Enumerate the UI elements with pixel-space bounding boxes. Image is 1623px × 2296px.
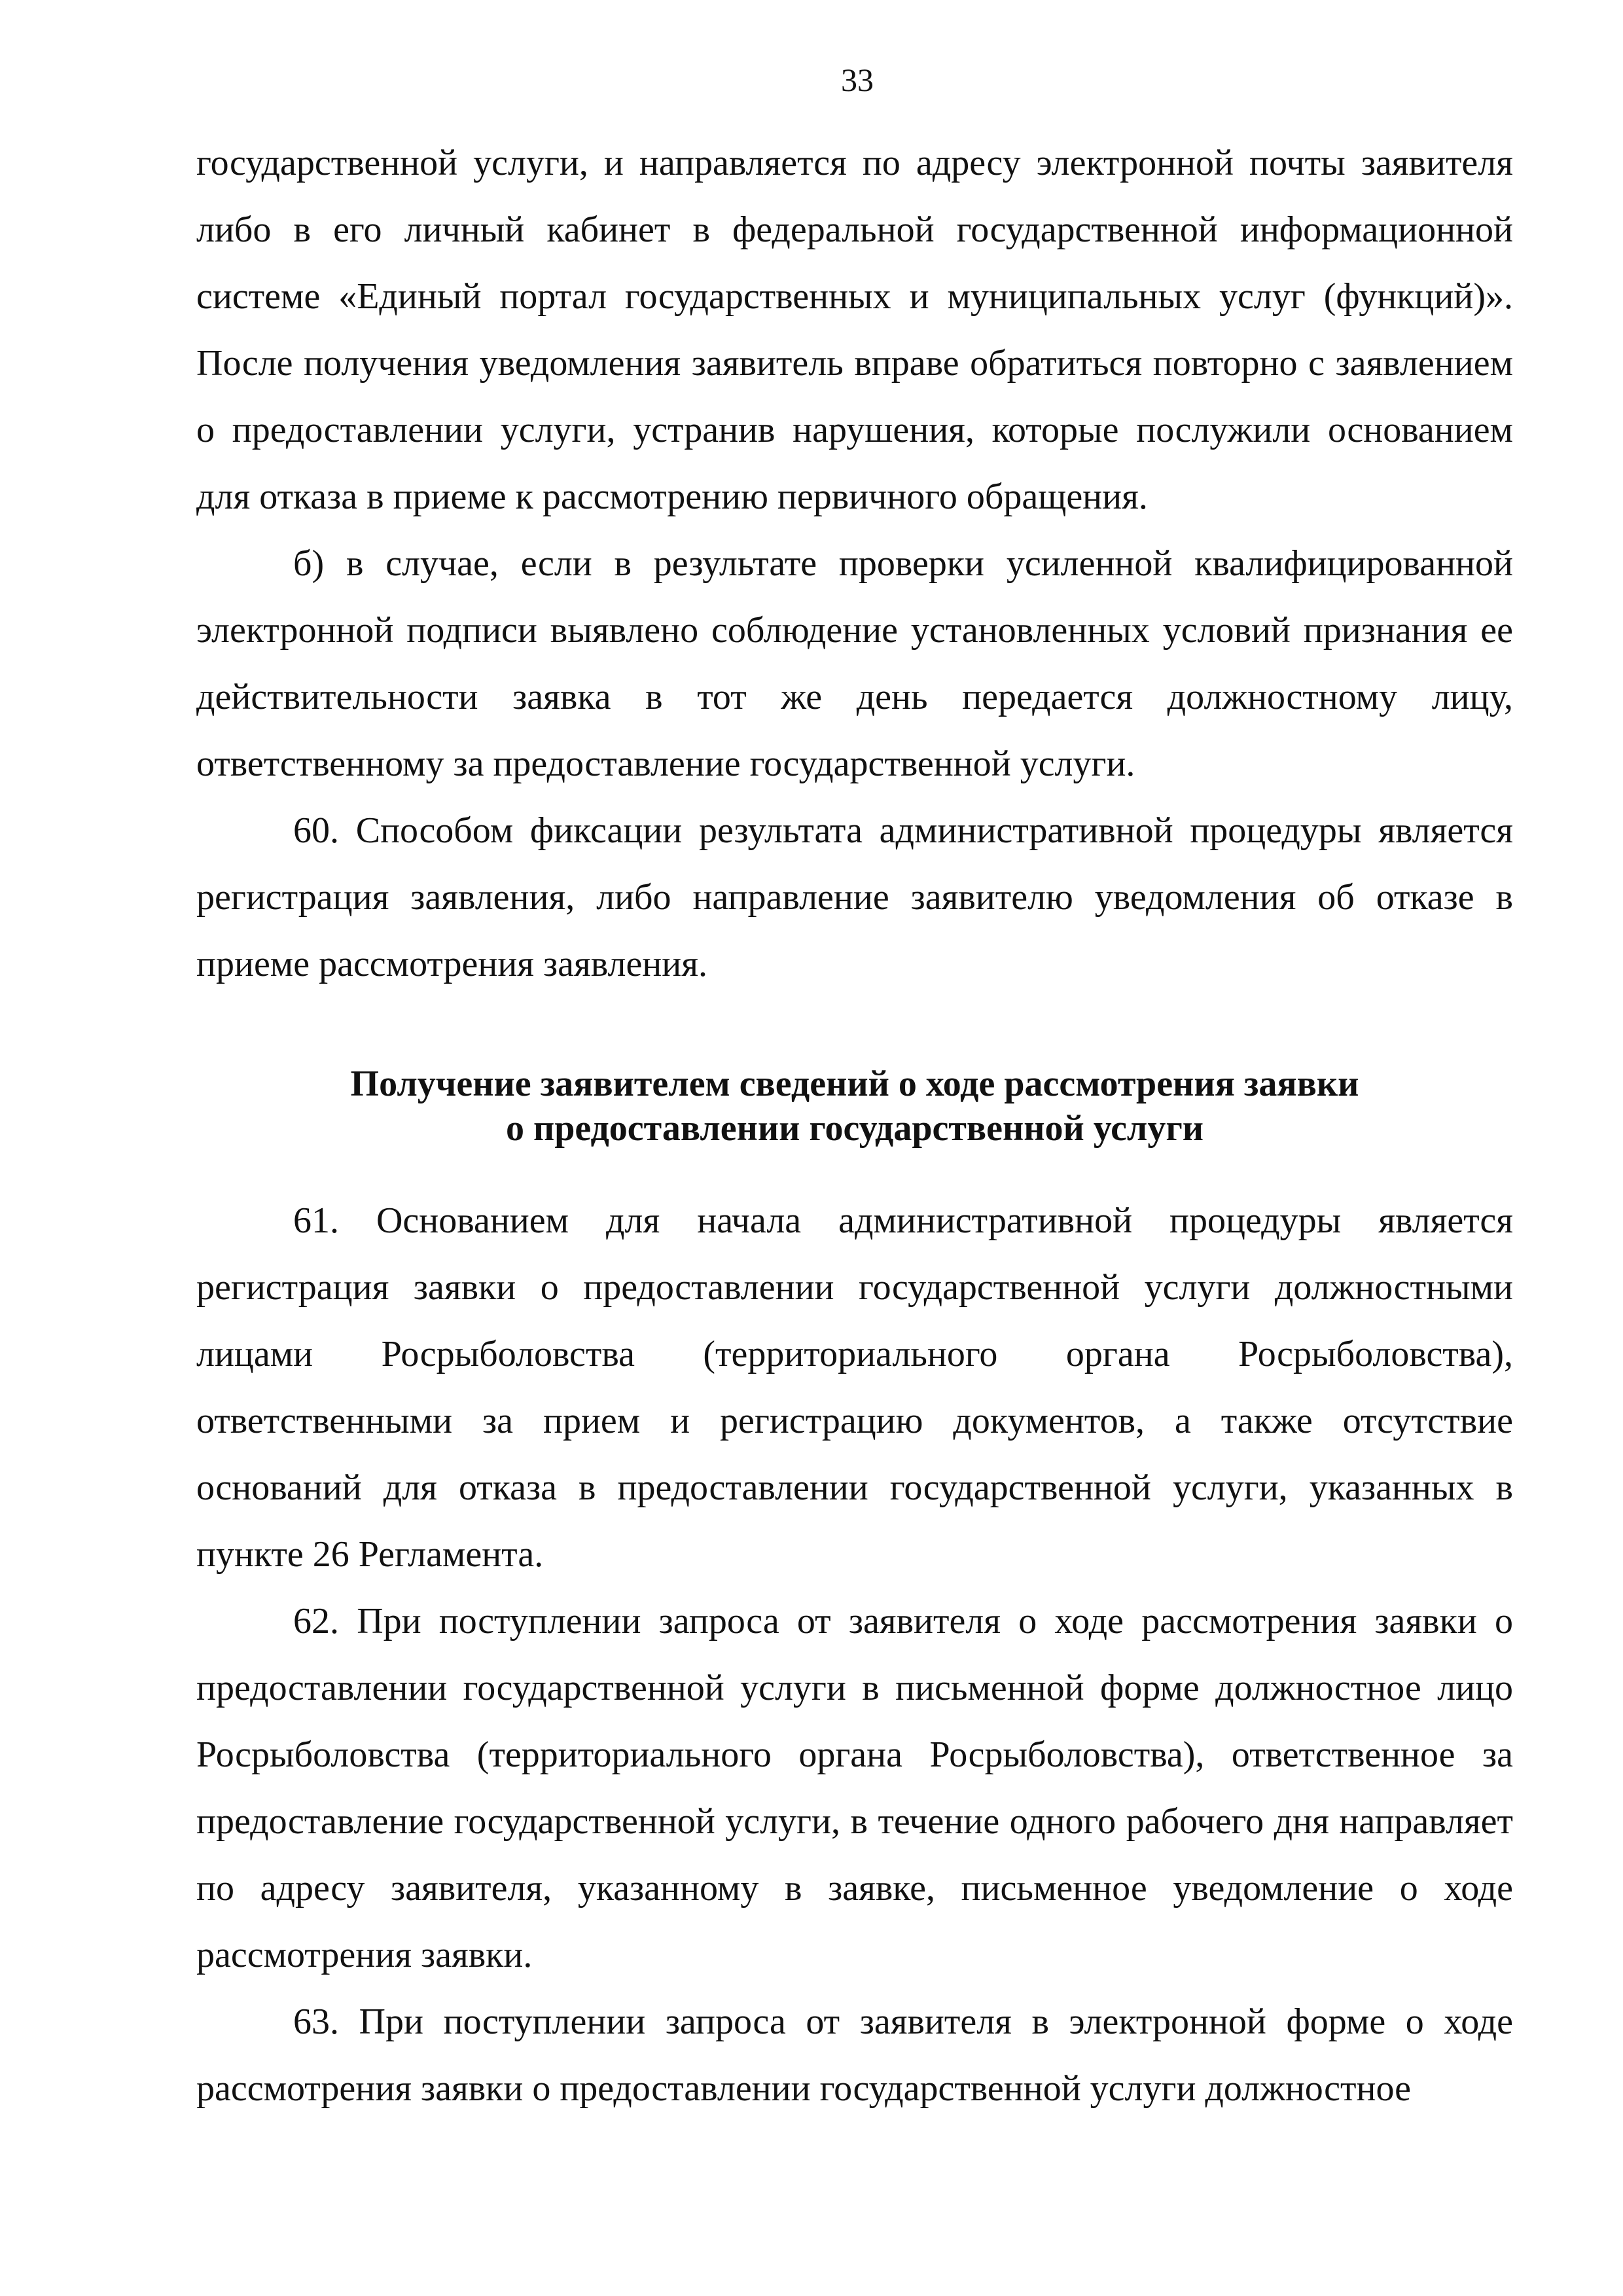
paragraph-61: 61. Основанием для начала административной процедуры является регистрация заявки о предоставлении государственной услуги должностными лицами Росрыболовства (территориального органа Росрыболовства), ответственными за прием и регистрацию документов, а также отсутствие оснований для отказа в предоставлении государственной услуги, указанных в пункте 26 Регламента. [196,1200,1513,1575]
paragraph-63: 63. При поступлении запроса от заявителя в электронной форме о ходе рассмотрения заявки о предоставлении государственной услуги должностное [196,2001,1513,2109]
paragraph-62: 62. При поступлении запроса от заявителя о ходе рассмотрения заявки о предоставлении государственной услуги в письменной форме должностное лицо Росрыболовства (территориального органа Росрыболовства), ответственное за предоставление государственной услуги, в течение одного рабочего дня направляет по адресу заявителя, указанному в заявке, письменное уведомление о ходе рассмотрения заявки. [196,1601,1513,1975]
section-heading-line-2: о предоставлении государственной услуги [505,1108,1204,1149]
page-number: 33 [841,62,874,98]
paragraph-subitem-b: б) в случае, если в результате проверки усиленной квалифицированной электронной подписи выявлено соблюдение установленных условий признания ее действительности заявка в тот же день передается должностному лицу, ответственному за предоставление государственной услуги. [196,543,1513,784]
section-heading [196,1062,1513,1151]
paragraph-60: 60. Способом фиксации результата административной процедуры является регистрация заявления, либо направление заявителю уведомления об отказе в приеме рассмотрения заявления. [196,810,1513,984]
paragraph-continuation: государственной услуги, и направляется по адресу электронной почты заявителя либо в его личный кабинет в федеральной государственной информационной системе «Единый портал государственных и муниципальных услуг (функций)». После получения уведомления заявитель вправе обратиться повторно с заявлением о предоставлении услуги, устранив нарушения, которые послужили основанием для отказа в приеме к рассмотрению первичного обращения. [196,143,1513,517]
document-body [196,130,1513,2122]
section-heading-line-1: Получение заявителем сведений о ходе рассмотрения заявки [350,1064,1359,1104]
